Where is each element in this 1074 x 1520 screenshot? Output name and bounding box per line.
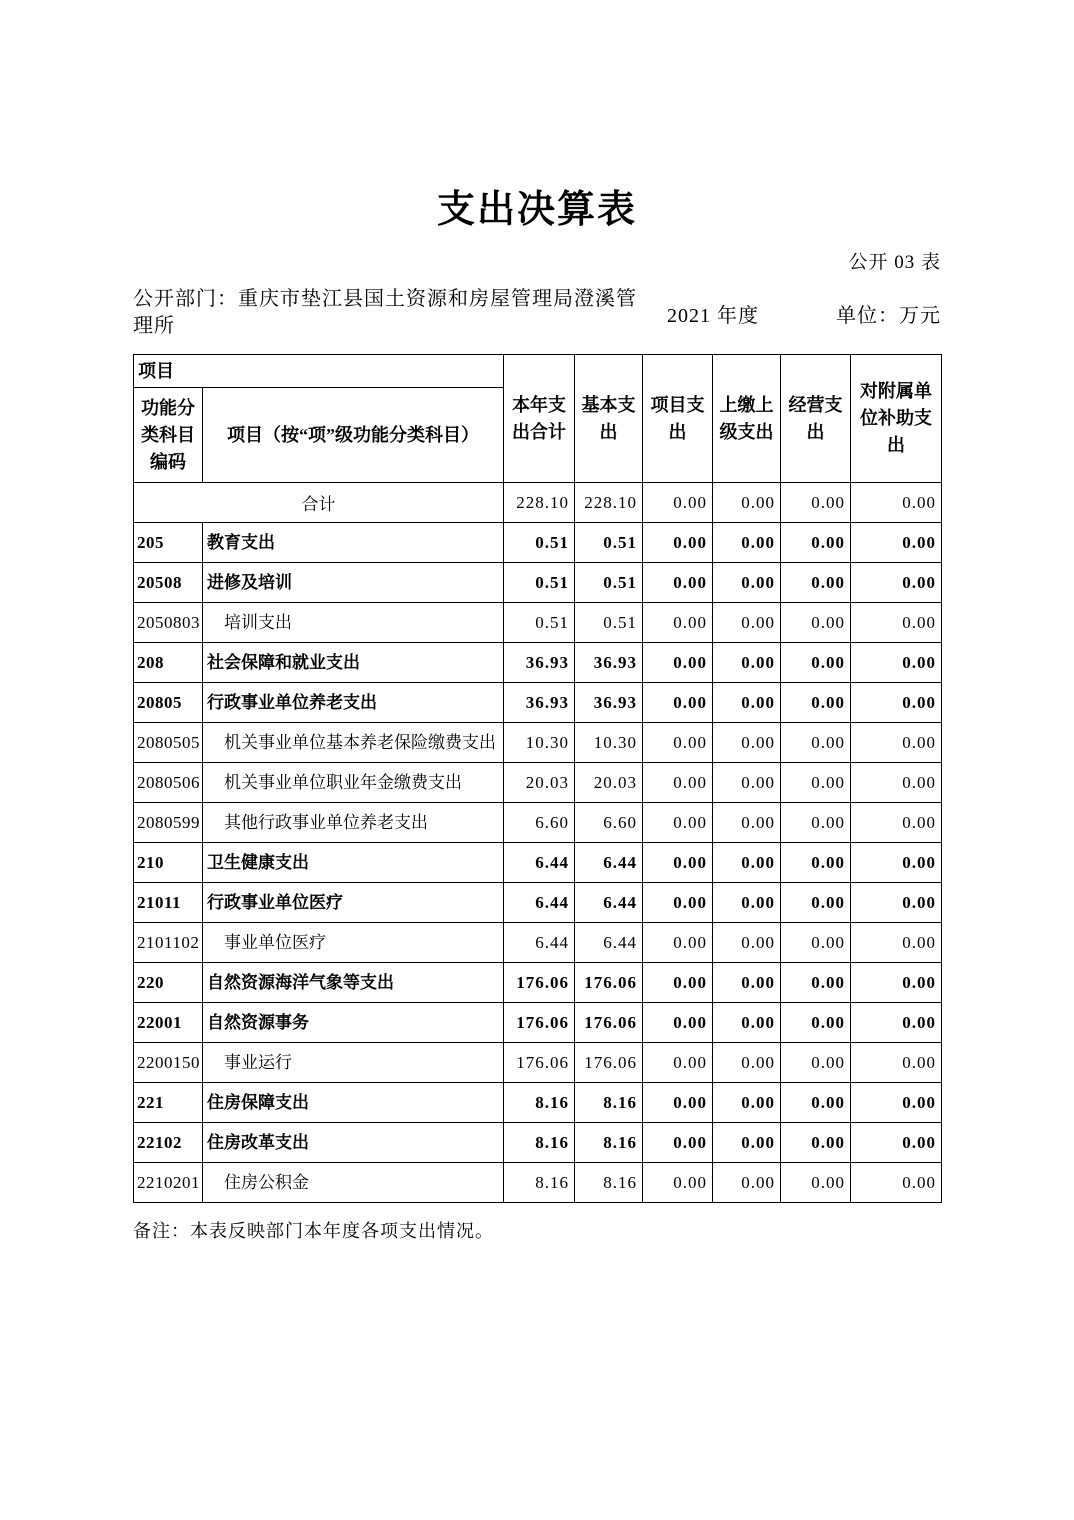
- value-cell: 0.00: [851, 1083, 942, 1123]
- value-cell: 20.03: [575, 763, 643, 803]
- total-label-cell: 合计: [134, 483, 504, 523]
- value-cell: 8.16: [504, 1123, 575, 1163]
- value-cell: 36.93: [575, 683, 643, 723]
- project-name-text: 卫生健康支出: [207, 852, 309, 872]
- note-text: 备注：本表反映部门本年度各项支出情况。: [133, 1221, 494, 1241]
- function-code-cell: 22001: [134, 1003, 203, 1043]
- project-name-text: 机关事业单位基本养老保险缴费支出: [224, 732, 496, 752]
- value-cell: 0.00: [713, 563, 781, 603]
- function-code-cell: 220: [134, 963, 203, 1003]
- value-cell: 176.06: [575, 1043, 643, 1083]
- value-cell: 0.51: [575, 603, 643, 643]
- function-code-cell: 20508: [134, 563, 203, 603]
- project-name-cell: [203, 803, 504, 843]
- value-cell: 0.00: [643, 1003, 713, 1043]
- value-cell: 8.16: [575, 1123, 643, 1163]
- value-cell: 0.51: [504, 523, 575, 563]
- function-code-cell: 210: [134, 843, 203, 883]
- value-cell: 0.00: [643, 723, 713, 763]
- project-name-text: 机关事业单位职业年金缴费支出: [224, 772, 462, 792]
- value-cell: 0.00: [851, 923, 942, 963]
- value-cell: 0.00: [851, 563, 942, 603]
- table-row: [134, 963, 942, 1003]
- table-body: [134, 483, 942, 1203]
- value-cell: 0.00: [851, 523, 942, 563]
- value-cell: 6.44: [575, 883, 643, 923]
- value-cell: 0.00: [643, 923, 713, 963]
- value-cell: 8.16: [575, 1083, 643, 1123]
- project-name-cell: [203, 683, 504, 723]
- value-cell: 0.00: [781, 1003, 851, 1043]
- value-cell: 0.51: [575, 563, 643, 603]
- value-cell: 0.00: [851, 643, 942, 683]
- value-cell: 0.00: [713, 923, 781, 963]
- value-cell: 8.16: [504, 1083, 575, 1123]
- table-row: [134, 843, 942, 883]
- value-cell: 176.06: [504, 1043, 575, 1083]
- value-cell: 0.00: [851, 883, 942, 923]
- fiscal-year-label: 2021 年度: [667, 304, 759, 327]
- value-cell: 0.00: [643, 803, 713, 843]
- function-code-cell: 2050803: [134, 603, 203, 643]
- header-row-top: [134, 355, 942, 388]
- value-cell: 0.00: [781, 723, 851, 763]
- project-name-cell: [203, 883, 504, 923]
- table-row: [134, 1163, 942, 1203]
- table-header: [134, 355, 942, 483]
- value-cell: 0.00: [781, 883, 851, 923]
- value-cell: 0.00: [713, 643, 781, 683]
- value-cell: 6.44: [575, 923, 643, 963]
- header-col-subsidy: 对附属单位补助支出: [851, 355, 942, 483]
- header-col-basic: 基本支出: [575, 355, 643, 483]
- project-name-cell: [203, 523, 504, 563]
- value-cell: 0.00: [643, 1083, 713, 1123]
- value-cell: 0.00: [643, 523, 713, 563]
- expenditure-table: [133, 354, 942, 1203]
- project-name-cell: [203, 1163, 504, 1203]
- value-cell: 0.00: [713, 883, 781, 923]
- project-name-cell: [203, 843, 504, 883]
- value-cell: 0.51: [575, 523, 643, 563]
- value-cell: 0.00: [781, 603, 851, 643]
- value-cell: 0.00: [781, 523, 851, 563]
- value-cell: 0.00: [713, 963, 781, 1003]
- project-name-cell: [203, 603, 504, 643]
- value-cell: 228.10: [575, 483, 643, 523]
- value-cell: 0.00: [713, 763, 781, 803]
- project-name-cell: [203, 1123, 504, 1163]
- value-cell: 6.60: [575, 803, 643, 843]
- table-row: [134, 523, 942, 563]
- project-name-text: 事业单位医疗: [224, 932, 326, 952]
- table-row: [134, 643, 942, 683]
- value-cell: 0.00: [781, 1163, 851, 1203]
- value-cell: 0.00: [643, 683, 713, 723]
- value-cell: 0.00: [851, 723, 942, 763]
- value-cell: 0.00: [851, 1003, 942, 1043]
- value-cell: 0.00: [851, 763, 942, 803]
- value-cell: 0.00: [643, 963, 713, 1003]
- project-name-text: 自然资源事务: [207, 1012, 309, 1032]
- value-cell: 0.00: [781, 1123, 851, 1163]
- value-cell: 6.44: [504, 923, 575, 963]
- function-code-cell: 2210201: [134, 1163, 203, 1203]
- table-row: [134, 723, 942, 763]
- value-cell: 0.00: [643, 1043, 713, 1083]
- function-code-cell: 221: [134, 1083, 203, 1123]
- value-cell: 0.00: [713, 1043, 781, 1083]
- value-cell: 0.00: [781, 843, 851, 883]
- value-cell: 0.00: [781, 563, 851, 603]
- function-code-cell: 2200150: [134, 1043, 203, 1083]
- value-cell: 0.51: [504, 603, 575, 643]
- function-code-cell: 2080505: [134, 723, 203, 763]
- value-cell: 0.00: [851, 963, 942, 1003]
- header-col-operating: 经营支出: [781, 355, 851, 483]
- table-code-label: 公开 03 表: [848, 252, 941, 273]
- value-cell: 0.00: [851, 683, 942, 723]
- project-name-text: 教育支出: [207, 532, 275, 552]
- project-name-text: 培训支出: [224, 612, 292, 632]
- function-code-cell: 2080506: [134, 763, 203, 803]
- function-code-cell: 2101102: [134, 923, 203, 963]
- project-name-text: 社会保障和就业支出: [207, 652, 360, 672]
- table-row: [134, 563, 942, 603]
- value-cell: 0.00: [851, 1163, 942, 1203]
- meta-row: [133, 286, 941, 340]
- department-label: 公开部门：重庆市垫江县国土资源和房屋管理局澄溪管理所: [133, 288, 637, 337]
- value-cell: 8.16: [575, 1163, 643, 1203]
- project-name-text: 行政事业单位医疗: [207, 892, 343, 912]
- table-row: [134, 763, 942, 803]
- page-title: 支出决算表: [436, 189, 637, 231]
- function-code-cell: 21011: [134, 883, 203, 923]
- table-row: [134, 683, 942, 723]
- value-cell: 0.51: [504, 563, 575, 603]
- project-name-text: 行政事业单位养老支出: [207, 692, 377, 712]
- value-cell: 20.03: [504, 763, 575, 803]
- project-name-cell: [203, 1003, 504, 1043]
- value-cell: 6.44: [575, 843, 643, 883]
- project-name-cell: [203, 643, 504, 683]
- value-cell: 0.00: [713, 1163, 781, 1203]
- project-name-text: 住房公积金: [224, 1172, 309, 1192]
- value-cell: 0.00: [643, 603, 713, 643]
- value-cell: 0.00: [781, 963, 851, 1003]
- table-row: [134, 1123, 942, 1163]
- value-cell: 0.00: [713, 1003, 781, 1043]
- value-cell: 176.06: [504, 963, 575, 1003]
- value-cell: 0.00: [713, 803, 781, 843]
- project-name-cell: [203, 723, 504, 763]
- value-cell: 10.30: [504, 723, 575, 763]
- project-name-text: 住房改革支出: [207, 1132, 309, 1152]
- project-name-text: 自然资源海洋气象等支出: [207, 972, 394, 992]
- value-cell: 176.06: [504, 1003, 575, 1043]
- header-col-upturn: 上缴上级支出: [713, 355, 781, 483]
- value-cell: 0.00: [643, 643, 713, 683]
- value-cell: 0.00: [781, 1083, 851, 1123]
- value-cell: 0.00: [713, 1123, 781, 1163]
- table-row: [134, 923, 942, 963]
- value-cell: 8.16: [504, 1163, 575, 1203]
- project-name-cell: [203, 1083, 504, 1123]
- value-cell: 0.00: [851, 483, 942, 523]
- value-cell: 0.00: [781, 763, 851, 803]
- value-cell: 0.00: [781, 483, 851, 523]
- function-code-cell: 22102: [134, 1123, 203, 1163]
- value-cell: 0.00: [851, 843, 942, 883]
- value-cell: 0.00: [851, 603, 942, 643]
- table-row: [134, 1083, 942, 1123]
- table-row: [134, 883, 942, 923]
- project-name-text: 住房保障支出: [207, 1092, 309, 1112]
- project-name-text: 事业运行: [224, 1052, 292, 1072]
- value-cell: 0.00: [713, 723, 781, 763]
- value-cell: 6.44: [504, 883, 575, 923]
- value-cell: 10.30: [575, 723, 643, 763]
- value-cell: 0.00: [851, 803, 942, 843]
- unit-label: 单位：万元: [836, 304, 941, 327]
- header-function-code: 功能分类科目编码: [134, 388, 203, 483]
- value-cell: 36.93: [504, 683, 575, 723]
- value-cell: 36.93: [575, 643, 643, 683]
- value-cell: 0.00: [781, 683, 851, 723]
- header-project-name: 项目（按“项”级功能分类科目）: [203, 388, 504, 483]
- project-name-cell: [203, 563, 504, 603]
- value-cell: 0.00: [713, 843, 781, 883]
- project-name-text: 进修及培训: [207, 572, 292, 592]
- table-row: [134, 1043, 942, 1083]
- value-cell: 228.10: [504, 483, 575, 523]
- table-row: [134, 483, 942, 523]
- value-cell: 0.00: [713, 683, 781, 723]
- function-code-cell: 208: [134, 643, 203, 683]
- value-cell: 0.00: [643, 843, 713, 883]
- value-cell: 0.00: [643, 1163, 713, 1203]
- value-cell: 176.06: [575, 963, 643, 1003]
- value-cell: 0.00: [643, 763, 713, 803]
- value-cell: 176.06: [575, 1003, 643, 1043]
- value-cell: 0.00: [781, 643, 851, 683]
- project-name-cell: [203, 923, 504, 963]
- project-name-cell: [203, 763, 504, 803]
- value-cell: 0.00: [643, 483, 713, 523]
- value-cell: 6.44: [504, 843, 575, 883]
- value-cell: 0.00: [713, 483, 781, 523]
- table-row: [134, 603, 942, 643]
- project-name-cell: [203, 1043, 504, 1083]
- value-cell: 0.00: [781, 923, 851, 963]
- value-cell: 0.00: [781, 803, 851, 843]
- value-cell: 0.00: [851, 1043, 942, 1083]
- value-cell: 0.00: [781, 1043, 851, 1083]
- value-cell: 0.00: [643, 1123, 713, 1163]
- value-cell: 0.00: [851, 1123, 942, 1163]
- value-cell: 0.00: [643, 563, 713, 603]
- value-cell: 0.00: [713, 603, 781, 643]
- header-col-project: 项目支出: [643, 355, 713, 483]
- table-row: [134, 803, 942, 843]
- function-code-cell: 205: [134, 523, 203, 563]
- function-code-cell: 20805: [134, 683, 203, 723]
- project-name-cell: [203, 963, 504, 1003]
- header-col-year-total: 本年支出合计: [504, 355, 575, 483]
- value-cell: 0.00: [713, 523, 781, 563]
- value-cell: 0.00: [713, 1083, 781, 1123]
- value-cell: 36.93: [504, 643, 575, 683]
- header-project-group: 项目: [134, 355, 504, 388]
- function-code-cell: 2080599: [134, 803, 203, 843]
- table-row: [134, 1003, 942, 1043]
- value-cell: 0.00: [643, 883, 713, 923]
- value-cell: 6.60: [504, 803, 575, 843]
- project-name-text: 其他行政事业单位养老支出: [224, 812, 428, 832]
